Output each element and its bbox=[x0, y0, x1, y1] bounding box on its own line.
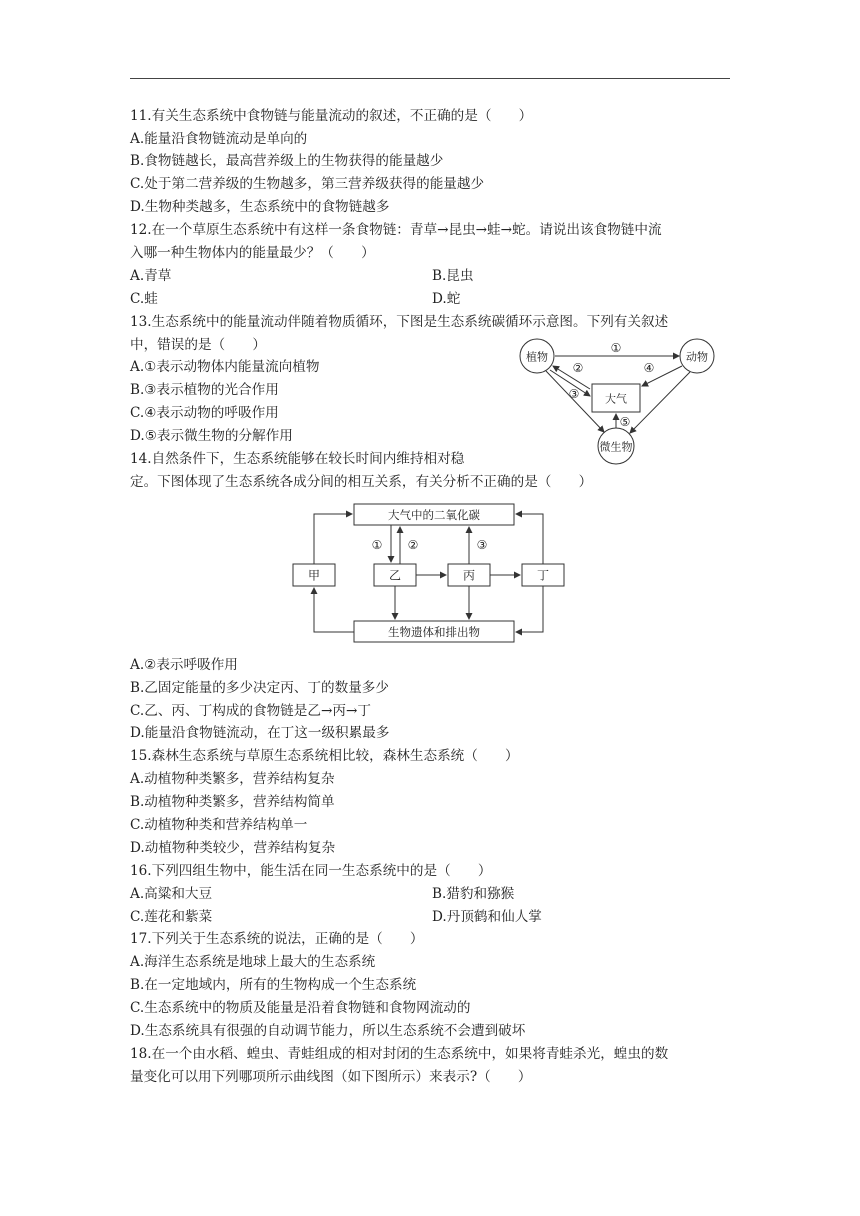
q14-option-a[interactable]: A.②表示呼吸作用 bbox=[130, 657, 238, 673]
q17-stem: 17.下列关于生态系统的说法，正确的是（ ） bbox=[130, 931, 424, 947]
q16-option-b[interactable]: B.猎豹和猕猴 bbox=[432, 886, 515, 902]
q18-stem-line2: 量变化可以用下列哪项所示曲线图（如下图所示）来表示?（ ） bbox=[130, 1069, 532, 1085]
q15-option-c[interactable]: C.动植物种类和营养结构单一 bbox=[130, 817, 308, 833]
label-1: ① bbox=[371, 538, 383, 552]
q11-option-c[interactable]: C.处于第二营养级的生物越多，第三营养级获得的能量越少 bbox=[130, 176, 485, 192]
q17-option-c[interactable]: C.生态系统中的物质及能量是沿着食物链和食物网流动的 bbox=[130, 1000, 471, 1016]
yi-label: 乙 bbox=[388, 568, 402, 583]
q14-option-d[interactable]: D.能量沿食物链流动，在丁这一级积累最多 bbox=[130, 725, 390, 741]
arrow-jia-co2 bbox=[314, 514, 352, 564]
ding-label: 丁 bbox=[536, 568, 550, 583]
arrow-ding-co2 bbox=[516, 514, 543, 564]
label-3: ③ bbox=[568, 387, 580, 401]
label-2: ② bbox=[572, 361, 584, 375]
q14-stem-line2: 定。下图体现了生态系统各成分间的相互关系，有关分析不正确的是（ ） bbox=[130, 474, 593, 490]
label-4: ④ bbox=[643, 361, 655, 375]
label-2: ② bbox=[407, 538, 419, 552]
header-rule bbox=[130, 78, 730, 79]
bing-label: 丙 bbox=[462, 568, 476, 583]
q16-stem: 16.下列四组生物中，能生活在同一生态系统中的是（ ） bbox=[130, 863, 492, 879]
remains-label: 生物遗体和排出物 bbox=[388, 625, 480, 639]
q16-option-c[interactable]: C.莲花和紫菜 bbox=[130, 909, 213, 925]
q17-option-b[interactable]: B.在一定地域内，所有的生物构成一个生态系统 bbox=[130, 977, 417, 993]
q15-option-a[interactable]: A.动植物种类繁多，营养结构复杂 bbox=[130, 771, 335, 787]
microbe-label: 微生物 bbox=[599, 440, 633, 454]
q11-stem: 11.有关生态系统中食物链与能量流动的叙述，不正确的是（ ） bbox=[130, 108, 533, 124]
q16-option-d[interactable]: D.丹顶鹤和仙人掌 bbox=[432, 909, 542, 925]
q14-option-b[interactable]: B.乙固定能量的多少决定丙、丁的数量多少 bbox=[130, 680, 389, 696]
q17-option-d[interactable]: D.生态系统具有很强的自动调节能力，所以生态系统不会遭到破坏 bbox=[130, 1023, 526, 1039]
q11-option-a[interactable]: A.能量沿食物链流动是单向的 bbox=[130, 131, 308, 147]
q15-stem: 15.森林生态系统与草原生态系统相比较，森林生态系统（ ） bbox=[130, 748, 519, 764]
q13-option-c[interactable]: C.④表示动物的呼吸作用 bbox=[130, 405, 279, 421]
q15-option-b[interactable]: B.动植物种类繁多，营养结构简单 bbox=[130, 794, 335, 810]
arrow-remains-jia bbox=[314, 588, 354, 632]
q12-stem-line2: 入哪一种生物体内的能量最少？（ ） bbox=[130, 245, 375, 261]
atmosphere-label: 大气 bbox=[605, 392, 627, 406]
q17-option-a[interactable]: A.海洋生态系统是地球上最大的生态系统 bbox=[130, 954, 376, 970]
jia-label: 甲 bbox=[307, 568, 321, 583]
q18-stem-line1: 18.在一个由水稻、蝗虫、青蛙组成的相对封闭的生态系统中，如果将青蛙杀光，蝗虫的数 bbox=[130, 1046, 669, 1062]
label-1: ① bbox=[610, 341, 622, 355]
q11-option-d[interactable]: D.生物种类越多，生态系统中的食物链越多 bbox=[130, 199, 390, 215]
q13-option-a[interactable]: A.①表示动物体内能量流向植物 bbox=[130, 359, 320, 375]
q13-option-d[interactable]: D.⑤表示微生物的分解作用 bbox=[130, 428, 293, 444]
q14-option-c[interactable]: C.乙、丙、丁构成的食物链是乙→丙→丁 bbox=[130, 703, 371, 719]
q16-option-a[interactable]: A.高粱和大豆 bbox=[130, 886, 213, 902]
co2-label: 大气中的二氧化碳 bbox=[388, 508, 480, 522]
label-5: ⑤ bbox=[619, 415, 631, 429]
q12-option-c[interactable]: C.蛙 bbox=[130, 291, 158, 307]
animal-label: 动物 bbox=[686, 350, 708, 364]
plant-label: 植物 bbox=[526, 350, 548, 364]
q13-option-b[interactable]: B.③表示植物的光合作用 bbox=[130, 382, 279, 398]
carbon-cycle-diagram bbox=[510, 334, 730, 466]
ecosystem-relation-diagram bbox=[285, 498, 575, 646]
q11-option-b[interactable]: B.食物链越长，最高营养级上的生物获得的能量越少 bbox=[130, 153, 444, 169]
q14-stem-line1: 14.自然条件下，生态系统能够在较长时间内维持相对稳 bbox=[130, 451, 465, 467]
arrow-ding-remains bbox=[516, 586, 543, 632]
q12-option-b[interactable]: B.昆虫 bbox=[432, 268, 474, 284]
q12-option-a[interactable]: A.青草 bbox=[130, 268, 172, 284]
q13-stem-line2: 中，错误的是（ ） bbox=[130, 337, 266, 353]
q12-option-d[interactable]: D.蛇 bbox=[432, 291, 461, 307]
q13-stem-line1: 13.生态系统中的能量流动伴随着物质循环，下图是生态系统碳循环示意图。下列有关叙述 bbox=[130, 314, 669, 330]
label-3: ③ bbox=[476, 538, 488, 552]
q15-option-d[interactable]: D.动植物种类较少，营养结构复杂 bbox=[130, 840, 336, 856]
arrow-2 bbox=[553, 366, 590, 389]
q12-stem-line1: 12.在一个草原生态系统中有这样一条食物链：青草→昆虫→蛙→蛇。请说出该食物链中流 bbox=[130, 222, 662, 238]
